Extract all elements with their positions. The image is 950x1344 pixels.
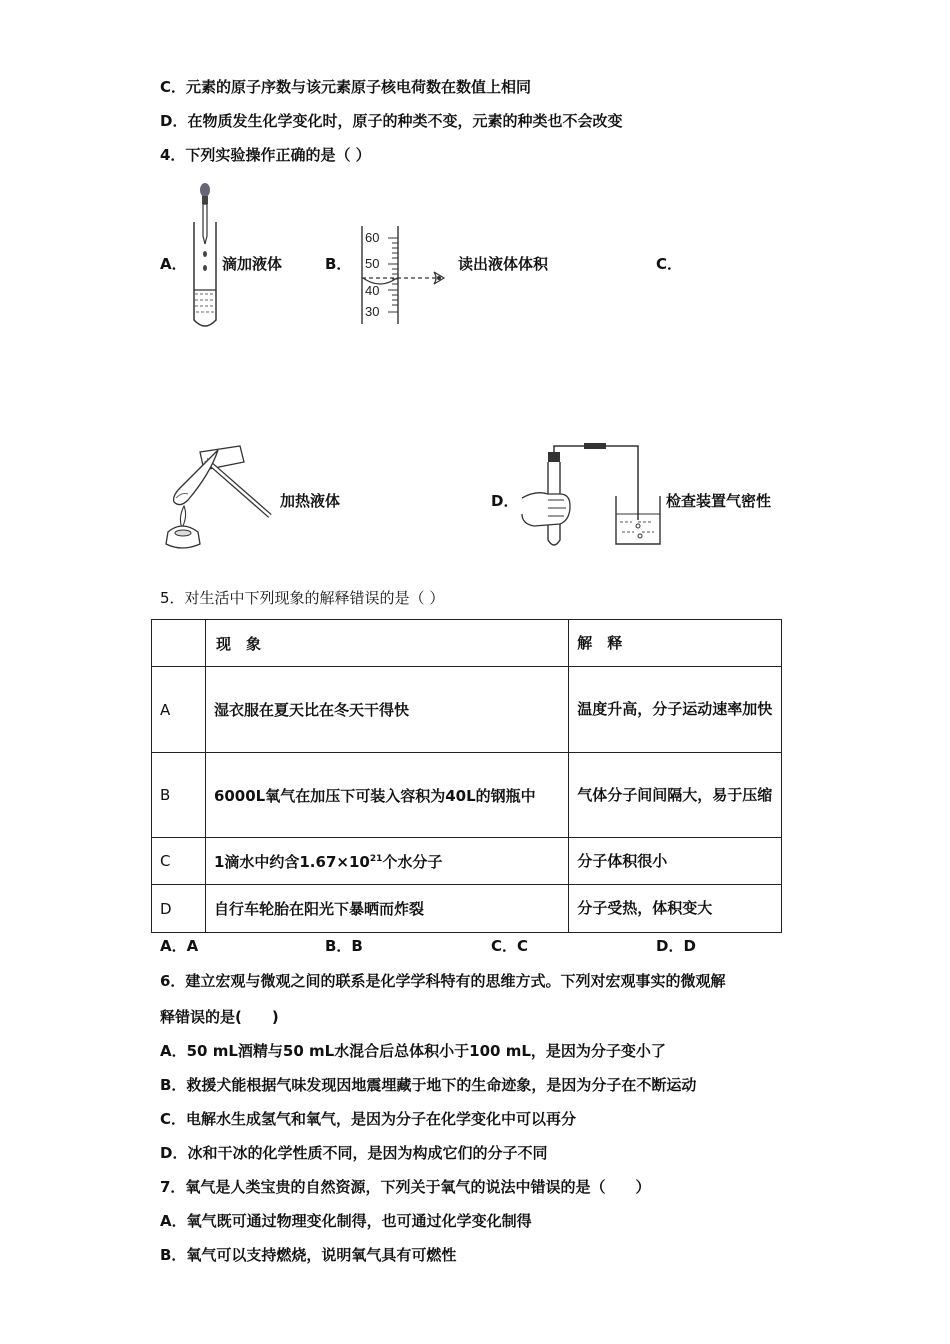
row-phenomenon: 自行车轮胎在阳光下暴晒而炸裂 xyxy=(205,885,568,933)
row-key: C xyxy=(152,838,206,885)
row-phenomenon: 6000L氧气在加压下可装入容积为40L的钢瓶中 xyxy=(205,753,568,838)
dropper-test-tube-illustration xyxy=(186,182,220,330)
q6-option-d: D．冰和干冰的化学性质不同，是因为构成它们的分子不同 xyxy=(160,1144,548,1162)
q5-option-c: C．C xyxy=(491,937,529,955)
row-phenomenon: 湿衣服在夏天比在冬天干得快 xyxy=(205,667,568,753)
q5-table xyxy=(151,619,782,933)
q5-stem: 5．对生活中下列现象的解释错误的是（ ） xyxy=(160,589,445,607)
table-row xyxy=(152,753,782,838)
row-phenomenon-exponent: 21 xyxy=(369,853,383,864)
q4-stem: 4．下列实验操作正确的是（ ） xyxy=(160,146,371,164)
row-explanation: 分子受热，体积变大 xyxy=(569,885,782,933)
table-header-explanation: 解 释 xyxy=(569,620,782,667)
heating-liquid-illustration xyxy=(158,432,278,552)
table-row xyxy=(152,667,782,753)
q4-option-a-letter: A． xyxy=(160,255,187,273)
table-header-key xyxy=(152,620,206,667)
q6-stem-line2: 释错误的是( ) xyxy=(160,1008,279,1026)
row-phenomenon-pre: 1滴水中约含1.67×10 xyxy=(213,852,370,871)
cylinder-tick-60: 60 xyxy=(365,230,380,245)
q4-option-d-letter: D． xyxy=(491,492,519,510)
airtightness-check-illustration xyxy=(514,440,664,552)
row-key: D xyxy=(152,885,206,933)
q5-option-d: D．D xyxy=(656,937,696,955)
table-row xyxy=(152,838,782,885)
q4-option-b-caption: 读出液体体积 xyxy=(458,255,549,273)
table-header-row xyxy=(152,620,782,667)
q4-option-a-caption: 滴加液体 xyxy=(222,255,283,273)
q7-option-b: B．氧气可以支持燃烧，说明氧气具有可燃性 xyxy=(160,1246,457,1264)
q3-option-d: D．在物质发生化学变化时，原子的种类不变，元素的种类也不会改变 xyxy=(160,112,623,130)
q4-option-c-letter: C． xyxy=(656,255,683,273)
q6-option-c: C．电解水生成氢气和氧气，是因为分子在化学变化中可以再分 xyxy=(160,1110,577,1128)
q6-stem-line1: 6．建立宏观与微观之间的联系是化学学科特有的思维方式。下列对宏观事实的微观解 xyxy=(160,972,726,990)
q6-option-b: B．救援犬能根据气味发现因地震埋藏于地下的生命迹象，是因为分子在不断运动 xyxy=(160,1076,697,1094)
q6-option-a: A．50 mL酒精与50 mL水混合后总体积小于100 mL，是因为分子变小了 xyxy=(160,1042,666,1060)
graduated-cylinder-illustration xyxy=(358,226,458,326)
q5-option-b: B．B xyxy=(325,937,363,955)
q4-option-b-letter: B． xyxy=(325,255,352,273)
row-explanation: 温度升高，分子运动速率加快 xyxy=(569,667,782,753)
table-row xyxy=(152,885,782,933)
cylinder-tick-40: 40 xyxy=(365,283,380,298)
table-header-phenomenon: 现 象 xyxy=(205,620,568,667)
row-phenomenon-post: 个水分子 xyxy=(382,852,443,871)
q7-option-a: A．氧气既可通过物理变化制得，也可通过化学变化制得 xyxy=(160,1212,532,1230)
row-key: A xyxy=(152,667,206,753)
row-key: B xyxy=(152,753,206,838)
row-explanation: 气体分子间间隔大，易于压缩 xyxy=(569,753,782,838)
q3-option-c: C．元素的原子序数与该元素原子核电荷数在数值上相同 xyxy=(160,78,532,96)
cylinder-tick-50: 50 xyxy=(365,256,380,271)
row-explanation: 分子体积很小 xyxy=(569,838,782,885)
row-phenomenon xyxy=(205,838,568,885)
q5-option-a: A．A xyxy=(160,937,199,955)
q7-stem: 7．氧气是人类宝贵的自然资源，下列关于氧气的说法中错误的是（ ） xyxy=(160,1178,651,1196)
q4-option-c-caption: 加热液体 xyxy=(280,492,341,510)
cylinder-tick-30: 30 xyxy=(365,304,380,319)
q4-option-d-caption: 检查装置气密性 xyxy=(666,492,772,510)
